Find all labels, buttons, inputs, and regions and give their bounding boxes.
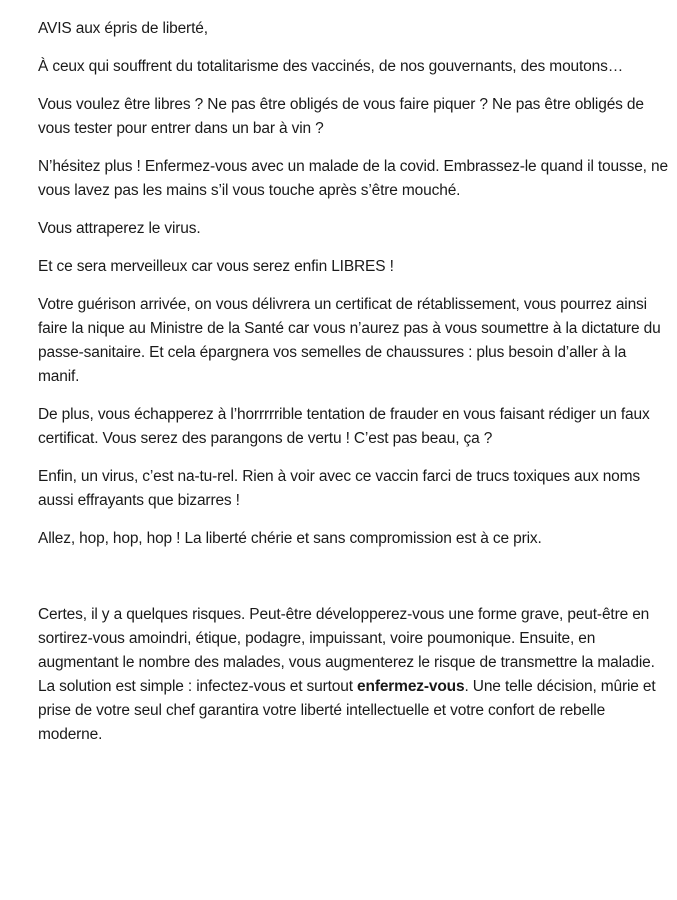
- risks-text-bold: enfermez-vous: [357, 678, 465, 695]
- paragraph-addressees: À ceux qui souffrent du totalitarisme des vaccinés, de nos gouvernants, des moutons…: [38, 58, 624, 75]
- risks-text-start: Certes, il y a quelques risques. Peut-être développerez-vous une forme grave, peut-être en sortirez-vous amoindri, étique, podagre, impuissant, voire poumonique. Ensuite, en augmentant le nombre des malades, vous augmenterez le risque de transmettre la maladie. La solution est simple : infectez-vous et surtout: [38, 606, 655, 695]
- paragraph-price: Allez, hop, hop, hop ! La liberté chérie et sans compromission est à ce prix.: [38, 530, 542, 547]
- paragraph-virtue: De plus, vous échapperez à l’horrrrrible tentation de frauder en vous faisant rédiger un faux certificat. Vous serez des parangons de vertu ! C’est pas beau, ça ?: [38, 406, 650, 447]
- paragraph-natural: Enfin, un virus, c’est na-tu-rel. Rien à voir avec ce vaccin farci de trucs toxiques aux noms aussi effrayants que bizarres !: [38, 468, 641, 509]
- paragraph-free: Et ce sera merveilleux car vous serez enfin LIBRES !: [38, 258, 394, 275]
- paragraph-instructions: N’hésitez plus ! Enfermez-vous avec un malade de la covid. Embrassez-le quand il tousse, ne vous lavez pas les mains s’il vous touche après s’être mouché.: [38, 158, 668, 199]
- paragraph-catch-virus: Vous attraperez le virus.: [38, 220, 201, 237]
- paragraph-certificate: Votre guérison arrivée, on vous délivrera un certificat de rétablissement, vous pourrez ainsi faire la nique au Ministre de la Santé car vous n’aurez pas à vous soumettre à la dictature du passe-sanitaire. Et cela épargnera vos semelles de chaussures : plus besoin d’aller à la manif.: [38, 296, 661, 385]
- paragraph-questions: Vous voulez être libres ? Ne pas être obligés de vous faire piquer ? Ne pas être obligés de vous tester pour entrer dans un bar à vin ?: [38, 96, 644, 137]
- document-page: [38, 17, 670, 761]
- greeting-line: AVIS aux épris de liberté,: [38, 20, 208, 37]
- risks-text-end: . Une telle décision, mûrie et prise de votre seul chef garantira votre liberté intellectuelle et votre confort de rebelle moderne.: [38, 678, 656, 743]
- paragraph-risks: [38, 603, 670, 747]
